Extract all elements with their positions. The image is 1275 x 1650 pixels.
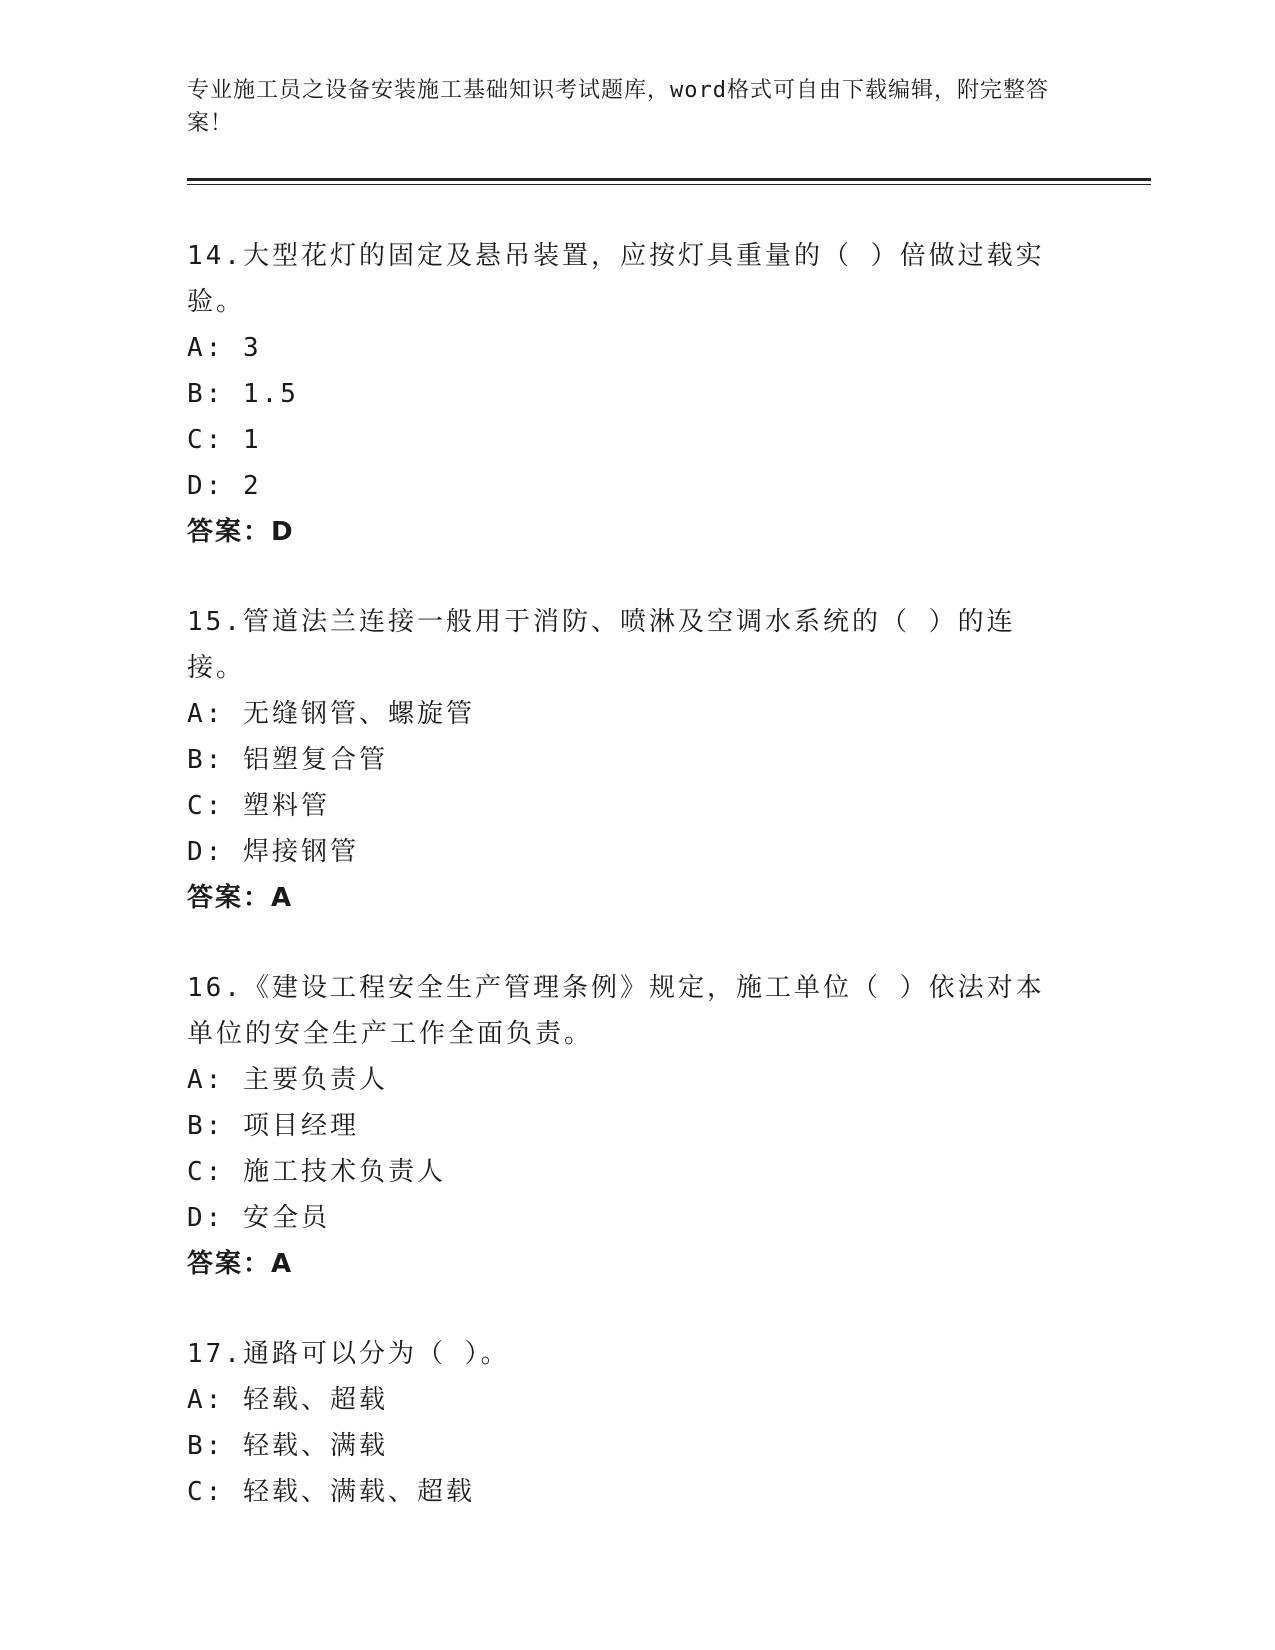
question-15 xyxy=(187,599,1067,921)
option-d: D: 焊接钢管 xyxy=(187,837,359,867)
option-a: A: 3 xyxy=(187,333,262,363)
option-c: C: 施工技术负责人 xyxy=(187,1157,446,1187)
option-b: B: 轻载、满载 xyxy=(187,1431,388,1461)
option-b: B: 铝塑复合管 xyxy=(187,745,388,775)
option-c: C: 1 xyxy=(187,425,262,455)
answer: 答案：A xyxy=(187,883,294,913)
option-c: C: 塑料管 xyxy=(187,791,330,821)
question-stem: 17.通路可以分为（ ）。 xyxy=(187,1339,510,1369)
question-16 xyxy=(187,965,1067,1287)
option-d: D: 2 xyxy=(187,471,262,501)
option-c: C: 轻载、满载、超载 xyxy=(187,1477,475,1507)
option-a: A: 无缝钢管、螺旋管 xyxy=(187,699,475,729)
option-a: A: 主要负责人 xyxy=(187,1065,388,1095)
answer: 答案：A xyxy=(187,1249,294,1279)
question-stem: 16.《建设工程安全生产管理条例》规定，施工单位（ ）依法对本单位的安全生产工作全面负责。 xyxy=(187,973,1045,1049)
header-divider-thick xyxy=(187,178,1151,181)
option-b: B: 项目经理 xyxy=(187,1111,359,1141)
question-14 xyxy=(187,233,1067,555)
header-divider-thin xyxy=(187,184,1151,185)
question-17 xyxy=(187,1331,1067,1515)
question-stem: 15.管道法兰连接一般用于消防、喷淋及空调水系统的（ ）的连接。 xyxy=(187,607,1016,683)
document-header: 专业施工员之设备安装施工基础知识考试题库，word格式可自由下载编辑，附完整答案！ xyxy=(187,78,1049,136)
option-b: B: 1.5 xyxy=(187,379,299,409)
question-stem: 14.大型花灯的固定及悬吊装置，应按灯具重量的（ ）倍做过载实验。 xyxy=(187,241,1045,317)
option-d: D: 安全员 xyxy=(187,1203,330,1233)
option-a: A: 轻载、超载 xyxy=(187,1385,388,1415)
question-list xyxy=(187,233,1067,1559)
answer: 答案：D xyxy=(187,517,295,547)
